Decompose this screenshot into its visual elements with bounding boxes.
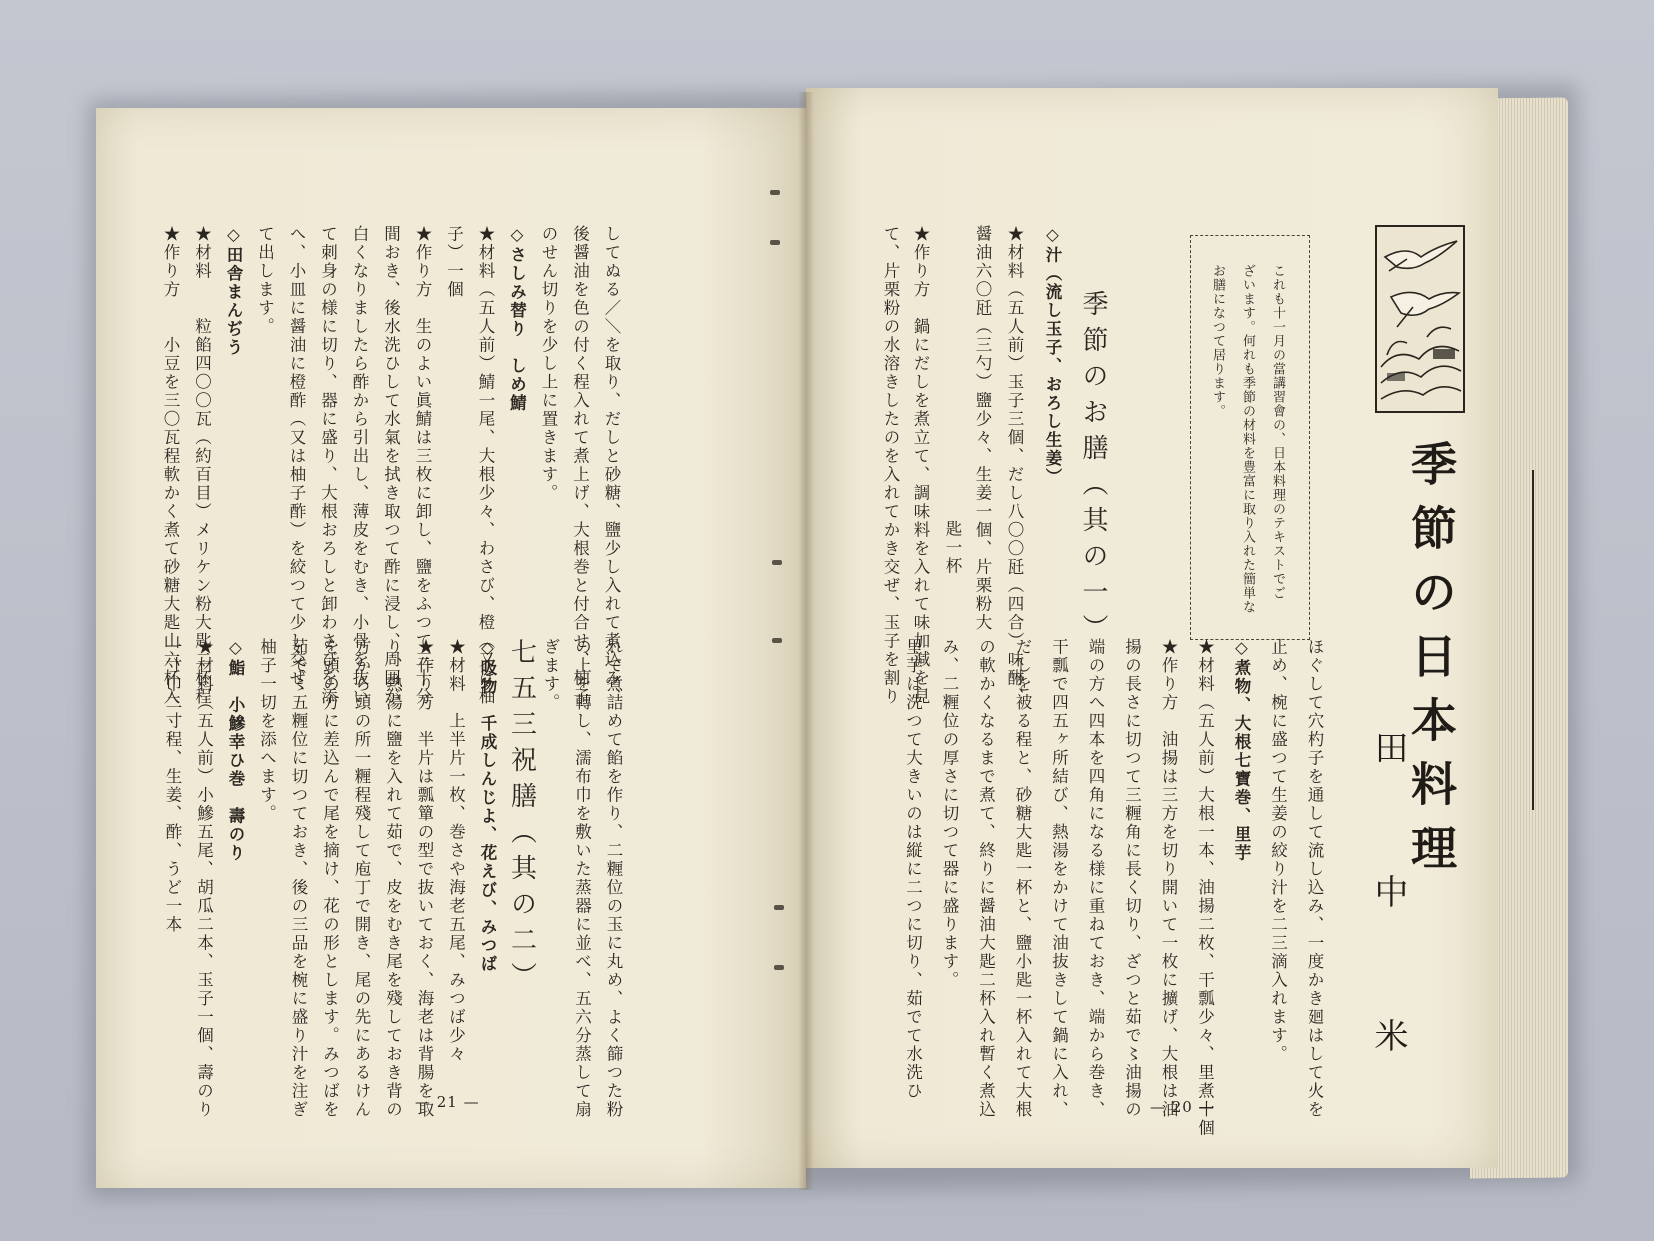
text-column: だしを被る程と、砂糖大匙一杯と、鹽小匙一杯入れて大根 — [1013, 638, 1032, 1119]
text-column: 柚子一切を添へます。 — [257, 638, 277, 823]
text-column: ★作り方 生のよい眞鯖は三枚に卸し、鹽をふつて三十分 — [413, 225, 432, 706]
text-column: 匙一杯 — [943, 520, 962, 576]
intro-note-line: お膳になつて居ります。 — [1210, 264, 1225, 418]
page-number-right: — 20 — — [1150, 1098, 1215, 1116]
text-column: て、片栗粉の水溶きしたのを入れてかき交ぜ、玉子を割り — [881, 225, 900, 706]
text-column: 干瓢で四五ヶ所結び、熱湯をかけて油抜きして鍋に入れ、 — [1049, 638, 1069, 1119]
binding-hole — [770, 240, 780, 245]
text-column: ◇田舎まんぢう — [224, 225, 243, 357]
text-column: のせん切りを少し上に置きます。 — [539, 225, 558, 503]
text-column: 茹で〻五糎位に切つておき、後の三品を椀に盛り汁を注ぎ — [289, 638, 308, 1119]
text-column: 端の方へ四本を四角になる様に重ねておき、端から巻き、 — [1086, 638, 1105, 1119]
margin-rule — [1532, 470, 1534, 810]
text-column: ◇鮨 小鰺幸ひ巻 壽のり — [226, 638, 245, 863]
text-column: 揚の長さに切つて三糎角に長く切り、ざつと茹で〻油揚の — [1122, 638, 1142, 1119]
page-number-left: — 21 — — [415, 1093, 480, 1111]
text-column: て刺身の様に切り、器に盛り、大根おろしと卸わさびを添 — [318, 225, 338, 706]
crane-illustration — [1375, 225, 1465, 413]
binding-hole — [770, 190, 780, 195]
binding-hole — [774, 965, 784, 970]
text-column: ◇吸物 千成しんじよ、花えび、みつば — [478, 638, 497, 974]
text-column: の軟かくなるまで煮て、終りに醤油大匙二杯入れ暫く煮込 — [976, 638, 996, 1119]
text-column: 七五三祝膳（其の二） — [506, 638, 537, 998]
binding-hole — [772, 638, 782, 643]
text-column: ★作り方 小豆を三〇瓦程軟かく煮て砂糖大匙山六杯入 — [161, 225, 180, 706]
text-column: り、熱湯に鹽を入れて茹で、皮をむき尾を殘しておき背の — [383, 638, 403, 1119]
text-column: 子）一個 — [444, 225, 464, 299]
intro-note-line: これも十一月の當講習會の、日本料理のテキストでご — [1270, 264, 1285, 600]
text-column: ★作り方 半片は瓢簞の型で抜いておく、海老は背腸を取 — [415, 638, 434, 1119]
text-column: ◇さしみ替り しめ鯖 — [507, 225, 527, 413]
text-column: 白くなりましたら酢から引出し、薄皮をむき、小骨を抜い — [350, 225, 369, 706]
text-column: 方から頭の所一糎程殘して庖丁で開き、尾の先にあるけん — [352, 638, 371, 1119]
text-column: ◇汁（流し玉子、おろし生姜） — [1043, 225, 1062, 487]
text-column: み、二糎位の厚さに切つて器に盛ります。 — [940, 638, 959, 990]
text-column: ◇煮物、大根七寶巻、里芋 — [1232, 638, 1251, 863]
text-column: を頭の方に差込んで尾を摘け、花の形とします。みつばを — [320, 638, 340, 1119]
text-column: れて煮詰めて餡を作り、二糎位の玉に丸め、よく篩つた粉 — [604, 638, 623, 1119]
binding-hole — [774, 905, 784, 910]
article-title: 季節の日本料理 — [1404, 440, 1458, 888]
text-column: の上を轉し、濡布巾を敷いた蒸器に並べ、五六分蒸して扇 — [572, 638, 592, 1119]
book-gutter — [798, 92, 814, 1190]
text-column: 醤油六〇瓩（三勺）鹽少々、生姜一個、片栗粉大 — [973, 225, 992, 632]
text-column: ★作り方 鍋にだしを煮立て、調味料を入れて味加減を見 — [911, 225, 930, 706]
text-column: ほぐして穴杓子を通して流し込み、一度かき廻はして火を — [1305, 638, 1324, 1119]
text-column: ★材料（五人前）玉子三個、だし八〇〇瓩（四合）味醂、 — [1005, 225, 1024, 706]
author-name: 田中米 — [1368, 730, 1408, 1162]
text-column: 間おき、後水洗ひして水氣を拭き取つて酢に浸し、周囲が — [381, 225, 401, 706]
text-column: ★材料 上半片一枚、巻さや海老五尾、みつば少々 — [446, 638, 466, 1064]
text-column: ★材料（五人前）小鰺五尾、胡瓜二本、玉子一個、壽のり — [194, 638, 214, 1119]
text-column: ★材料（五人前）大根一本、油揚二枚、干瓢少々、里煮十個 — [1195, 638, 1215, 1138]
text-column: て出します。 — [255, 225, 275, 336]
text-column: 後醤油を色の付く程入れて煮上げ、大根巻と付合せ、柚子 — [570, 225, 590, 706]
text-column: ★材料（五人前）鯖一尾、大根少々、わさび、橙（又は柚 — [476, 225, 495, 706]
intro-note-box — [1190, 235, 1310, 640]
text-column: へ、小皿に醤油に橙酢（又は柚子酢）を絞つて少し交ぜ — [287, 225, 306, 688]
text-column: 一寸巾二寸程、生姜、酢、うど一本 — [163, 638, 182, 934]
text-column: ★材料 粒餡四〇〇瓦（約百目）メリケン粉大匙二杯程 — [192, 225, 212, 706]
intro-note-line: ざいます。何れも季節の材料を豊富に取り入れた簡単な — [1240, 264, 1255, 614]
binding-hole — [772, 560, 782, 565]
section-heading: 季節のお膳（其の一） — [1078, 290, 1108, 650]
text-column: 止め、椀に盛つて生姜の絞り汁を二三滴入れます。 — [1268, 638, 1288, 1064]
text-column: ★作り方 油揚は三方を切り開いて一枚に擴げ、大根は油 — [1159, 638, 1178, 1119]
text-column: 里芋は洗つて大きいのは縦に二つに切り、茹でて水洗ひ — [903, 638, 923, 1101]
text-column: してぬる／＼を取り、だしと砂糖、鹽少し入れて煮込み、 — [602, 225, 621, 706]
text-column: ぎます。 — [541, 638, 560, 712]
